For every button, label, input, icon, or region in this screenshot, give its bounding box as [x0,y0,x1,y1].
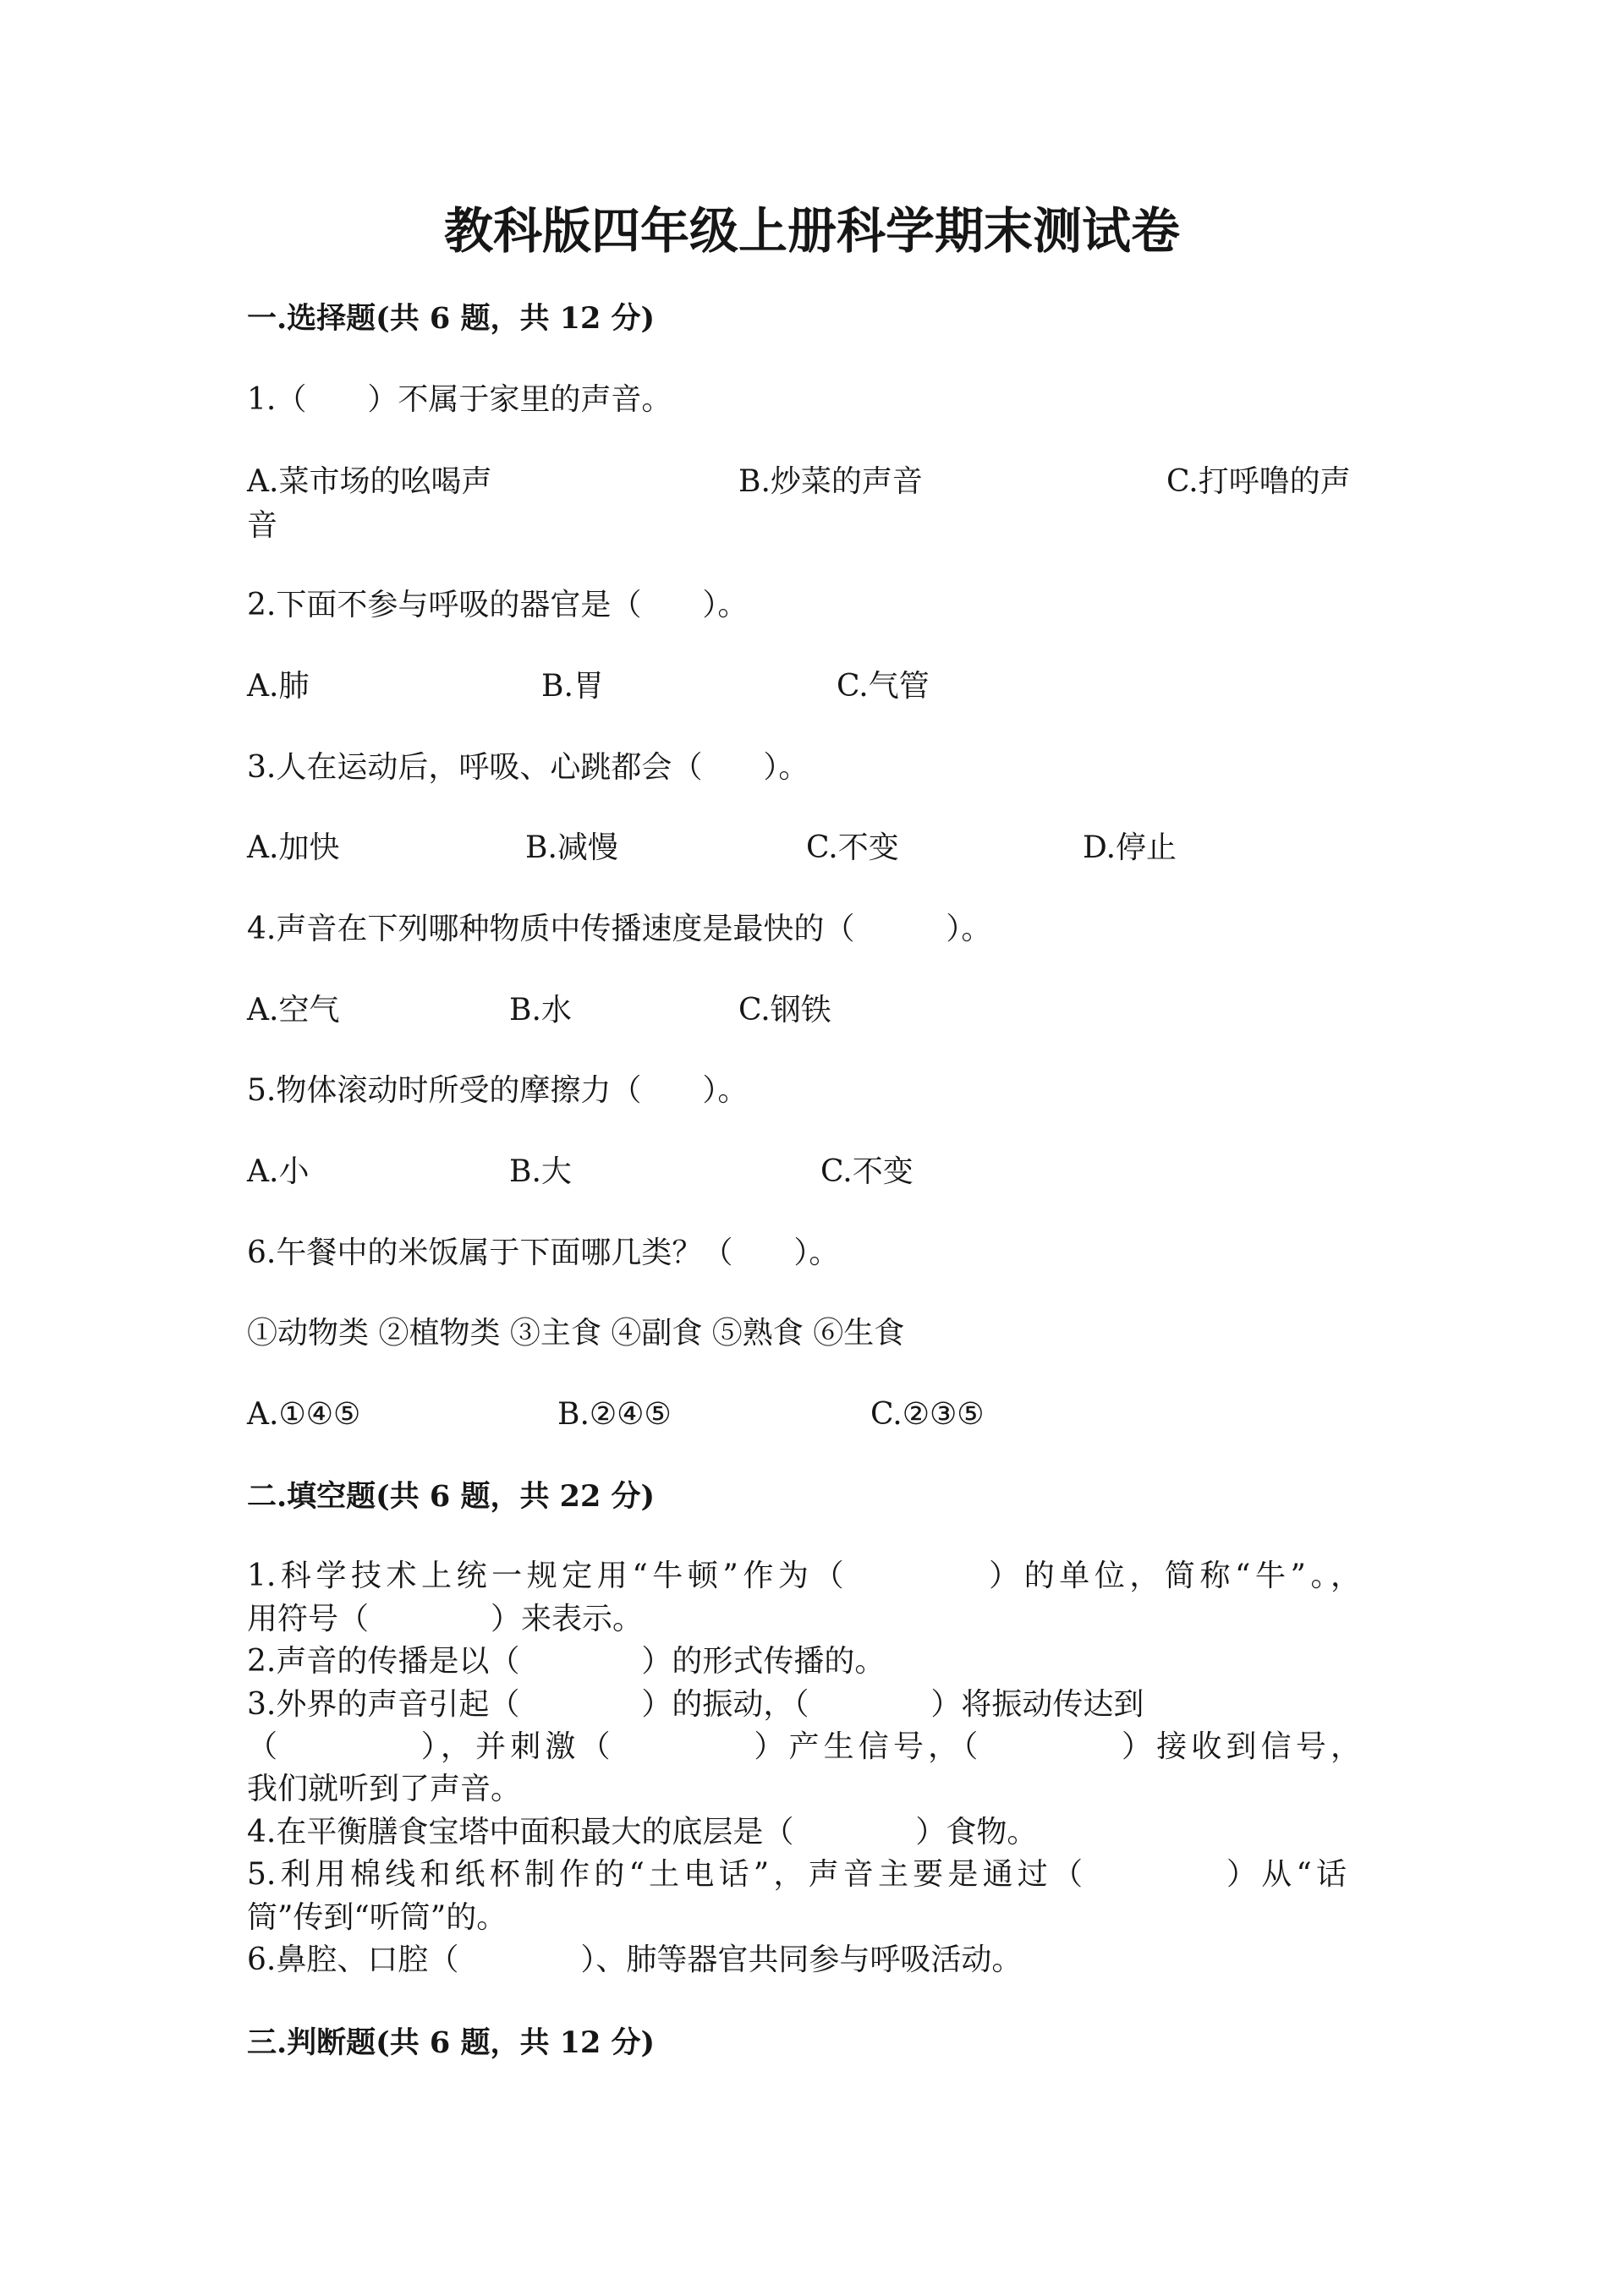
option-c: C.不变 [806,830,899,865]
option-row [247,460,1361,548]
option-a: A.①④⑤ [247,1397,361,1432]
fill-item-line: 筒”传到“听筒”的。 [247,1900,508,1935]
fill-item-line: 5.利用棉线和纸杯制作的“土电话”，声音主要是通过（ ）从“话 [247,1857,1347,1892]
question-stem: 5.物体滚动时所受的摩擦力（ ）。 [247,1073,749,1108]
option-b: B.②④⑤ [557,1397,672,1432]
option-c: C.气管 [837,669,930,704]
option-a: A.肺 [247,669,310,704]
option-a: A.小 [247,1154,310,1189]
option-row [0,1151,1624,1193]
option-a: A.菜市场的吆喝声 [247,464,492,499]
fill-item-line: 我们就听到了声音。 [247,1772,522,1806]
option-c: C.打呼噜的声音 [247,464,1351,543]
section-heading-choice: 一.选择题(共 6 题，共 12 分) [247,301,656,336]
option-b: B.水 [509,993,572,1027]
page-title: 教科版四年级上册科学期末测试卷 [443,202,1180,260]
option-b: B.大 [509,1154,572,1189]
question-stem: 3.人在运动后，呼吸、心跳都会（ ）。 [247,750,809,785]
option-b: B.减慢 [525,830,618,865]
question-stem: 6.午餐中的米饭属于下面哪几类？（ ）。 [247,1236,840,1270]
option-c: C.②③⑤ [870,1397,985,1432]
option-a: A.空气 [247,993,340,1027]
option-c: C.钢铁 [738,993,831,1027]
section-heading-judge: 三.判断题(共 6 题，共 12 分) [247,2025,656,2060]
section-heading-fill: 二.填空题(共 6 题，共 22 分) [247,1479,656,1514]
fill-item-line: 3.外界的声音引起（ ）的振动，（ ）将振动传达到 [247,1687,1144,1722]
fill-item-line: 1.科学技术上统一规定用“牛顿”作为（ ）的单位，简称“牛”。， [247,1559,1361,1593]
question-stem: 2.下面不参与呼吸的器官是（ ）。 [247,588,749,622]
fill-item-line: 2.声音的传播是以（ ）的形式传播的。 [247,1644,886,1679]
question-stem: 4.声音在下列哪种物质中传播速度是最快的（ ）。 [247,912,992,946]
question-stem: 1.（ ）不属于家里的声音。 [247,382,672,417]
question-note: ①动物类 ②植物类 ③主食 ④副食 ⑤熟食 ⑥生食 [247,1316,905,1351]
option-a: A.加快 [247,830,340,865]
fill-item-line: 4.在平衡膳食宝塔中面积最大的底层是（ ）食物。 [247,1815,1038,1849]
option-b: B.炒菜的声音 [738,464,923,499]
option-row [0,1394,1624,1436]
option-c: C.不变 [820,1154,914,1189]
option-b: B.胃 [541,669,604,704]
fill-item-line: （ ），并刺激（ ）产生信号，（ ）接收到信号， [247,1729,1361,1764]
option-row [0,666,1624,708]
fill-item-line: 6.鼻腔、口腔（ ）、肺等器官共同参与呼吸活动。 [247,1943,1023,1977]
option-d: D.停止 [1083,830,1177,865]
option-row [0,827,1624,869]
option-row [0,989,1624,1032]
fill-item-line: 用符号（ ）来表示。 [247,1602,644,1636]
